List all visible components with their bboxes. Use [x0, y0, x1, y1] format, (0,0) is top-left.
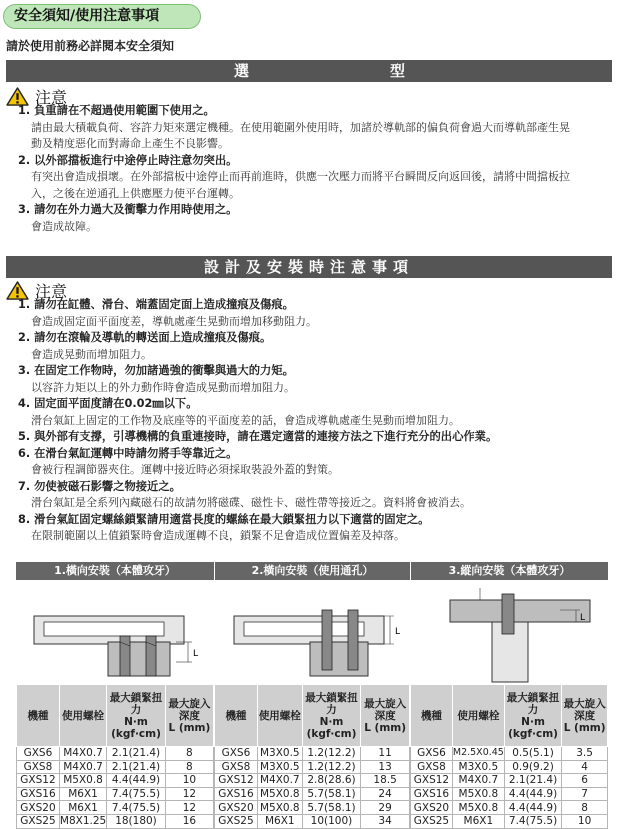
table-cell: 8	[165, 747, 213, 761]
table-cell: GXS12	[215, 774, 258, 788]
list-item-body: 請由最大積載負荷、容許力矩來選定機種。在使用範圍外使用時，加諸於導軌部的偏負荷會過大而導軌部產生晃	[31, 120, 570, 134]
header-depth: 最大旋入深度 L (mm)	[361, 685, 410, 747]
table-cell: 0.9(9.2)	[504, 760, 561, 774]
table-cell: GXS16	[215, 787, 258, 801]
diagram-horizontal-tapped	[16, 580, 214, 684]
table-cell: GXS20	[17, 801, 60, 815]
table-cell: GXS6	[215, 747, 258, 761]
header-model: 機種	[17, 685, 60, 747]
selection-caution-list	[18, 103, 608, 235]
list-item-body: 滑台氣缸是全系列內藏磁石的故請勿將磁碟、磁性卡、磁性帶等接近之。資料將會被消去。	[31, 496, 471, 509]
table-row	[17, 801, 214, 815]
table-cell: 8	[562, 801, 608, 815]
table-cell: GXS20	[411, 801, 453, 815]
section-selection-bar	[6, 60, 612, 82]
table-cell: M8X1.25	[59, 815, 107, 828]
dim-label: L	[580, 613, 586, 623]
table-row	[215, 774, 410, 788]
table-cell: M4X0.7	[452, 774, 504, 788]
list-item-body: 入，之後在逆通孔上供應壓力使平台運轉。	[31, 186, 240, 200]
section-title-right: 型	[390, 62, 410, 80]
table-cell: 18(180)	[107, 814, 166, 828]
table-row	[215, 747, 410, 761]
table-row	[411, 747, 608, 761]
table-cell: GXS12	[17, 774, 60, 788]
table-cell: M2.5X0.45	[452, 747, 504, 759]
list-item-heading: 3. 在固定工作物時，勿加諸過強的衝擊與過大的力矩。	[18, 364, 294, 377]
table-row	[411, 801, 608, 815]
header-depth: 最大旋入深度 L (mm)	[165, 685, 213, 747]
table-cell: 18.5	[361, 774, 410, 788]
list-item-heading: 5. 與外部有支撐，引導機構的負重連接時，請在選定適當的連接方法之下進行充分的出心作業。	[18, 430, 498, 443]
table-cell: 10	[562, 814, 608, 828]
table-row	[17, 814, 214, 828]
table-cell: 4	[562, 760, 608, 774]
section-title-left: 選	[234, 62, 254, 80]
table-row	[17, 774, 214, 788]
table-row	[215, 787, 410, 801]
table-cell: GXS6	[411, 747, 453, 761]
table-cell: 4.4(44.9)	[504, 787, 561, 801]
table-cell: GXS20	[215, 801, 258, 815]
table-cell: 4.4(44.9)	[504, 801, 561, 815]
header-depth: 最大旋入深度 L (mm)	[562, 685, 608, 747]
table-cell: GXS6	[17, 747, 60, 761]
table-cell: GXS8	[17, 760, 60, 774]
caution-label: 注意	[35, 282, 68, 301]
tab-vertical-tapped: 3.縱向安裝（本體攻牙）	[410, 562, 608, 580]
list-item-body: 會造成固定面平面度差，導軌處產生晃動而增加移動阻力。	[31, 314, 317, 328]
table-cell: 34	[361, 814, 410, 828]
table-cell: M3X0.5	[257, 760, 302, 774]
table-cell: M5X0.8	[257, 801, 302, 815]
table-cell: 12	[165, 787, 213, 801]
header-model: 機種	[411, 685, 453, 747]
list-item-body: 在限制範圍以上值鎖緊時會造成運轉不良，鎖緊不足會造成位置偏差及掉落。	[31, 529, 405, 542]
table-row	[215, 814, 410, 828]
list-item-heading: 6. 在滑台氣缸運轉中時請勿將手等靠近之。	[18, 446, 238, 460]
list-item-heading: 2. 以外部擋板進行中途停止時注意勿突出。	[18, 153, 238, 167]
table-cell: GXS12	[411, 774, 453, 788]
table-cell: 5.7(58.1)	[302, 787, 361, 801]
table-cell: M5X0.8	[452, 801, 504, 815]
table-cell: 2.1(21.4)	[504, 774, 561, 788]
table-cell: 11	[361, 747, 410, 761]
list-item-body: 動及精度惡化而對壽命上產生不良影響。	[31, 137, 229, 150]
table-cell: 2.1(21.4)	[107, 747, 166, 761]
table-cell: M5X0.8	[452, 787, 504, 801]
list-item-heading: 7. 勿使被磁石影響之物接近之。	[18, 479, 181, 493]
tab-horizontal-through: 2.橫向安裝（使用通孔）	[214, 562, 410, 580]
table-cell: M6X1	[257, 814, 302, 828]
table-cell: GXS8	[411, 760, 453, 774]
header-bolt: 使用螺栓	[452, 685, 504, 747]
table-cell: 13	[361, 760, 410, 774]
caution-label: 注意	[35, 88, 68, 107]
table-cell: 1.2(12.2)	[302, 747, 361, 761]
list-item-heading: 3. 請勿在外力過大及衝擊力作用時使用之。	[18, 203, 238, 216]
table-cell: 16	[165, 814, 213, 828]
table-cell: M4X0.7	[257, 774, 302, 788]
table-cell: 3.5	[562, 747, 608, 761]
list-item-heading: 4. 固定面平面度請在0.02㎜以下。	[18, 397, 198, 410]
table-row	[215, 760, 410, 774]
table-cell: GXS16	[17, 787, 60, 801]
table-cell: 7	[562, 787, 608, 801]
table-row	[215, 801, 410, 815]
dim-label: L	[193, 649, 199, 659]
table-row	[17, 747, 214, 761]
table-cell: 7.4(75.5)	[107, 801, 166, 815]
table-cell: M6X1	[452, 814, 504, 828]
tab-horizontal-tapped: 1.橫向安裝（本體攻牙）	[16, 562, 214, 580]
header-torque: 最大鎖緊扭力 N·m (kgf·cm)	[107, 685, 166, 747]
list-item-body: 會被行程調節器夾住。運轉中接近時必須採取裝設外蓋的對策。	[31, 463, 339, 476]
header-bolt: 使用螺栓	[59, 685, 106, 747]
table-cell: M5X0.8	[257, 787, 302, 801]
list-item-heading: 1. 請勿在缸體、滑台、端蓋固定面上造成撞痕及傷痕。	[18, 298, 294, 311]
table-cell: 10	[165, 774, 213, 788]
table-cell: 2.8(28.6)	[302, 774, 361, 788]
list-item-heading: 8. 滑台氣缸固定螺絲鎖緊請用適當長度的螺絲在最大鎖緊扭力以下適當的固定之。	[18, 512, 430, 526]
table-cell: 10(100)	[302, 814, 361, 828]
header-model: 機種	[215, 685, 258, 747]
table-cell: M6X1	[59, 801, 106, 815]
table-cell: GXS25	[411, 814, 453, 828]
list-item-heading: 2. 請勿在滾輪及導軌的轉送面上造成撞痕及傷痕。	[18, 331, 272, 344]
table-cell: 24	[361, 787, 410, 801]
table-cell: 2.1(21.4)	[107, 760, 166, 774]
table-cell: 12	[165, 801, 213, 815]
diagram-vertical-tapped	[410, 580, 608, 684]
table-cell: 8	[165, 760, 213, 774]
table-cell: 6	[562, 774, 608, 788]
spec-table-horizontal-tapped	[16, 684, 214, 829]
spec-table-vertical-tapped	[410, 684, 608, 829]
spec-table-horizontal-through	[214, 684, 410, 829]
safety-notice: 請於使用前務必詳閱本安全須知	[6, 39, 175, 53]
list-item-body: 會造成故障。	[31, 219, 97, 233]
list-item-body: 會造成晃動而增加阻力。	[31, 347, 152, 361]
list-item-heading: 1. 負重請在不超過使用範圍下使用之。	[18, 104, 215, 117]
design-caution-list	[18, 297, 608, 545]
table-cell: 29	[361, 801, 410, 815]
list-item-body: 以容許力矩以上的外力動作時會造成晃動而增加阻力。	[31, 380, 295, 394]
list-item-body: 有突出會造成損壞。在外部擋板中途停止而再前進時，供應一次壓力而將平台瞬間反向返回後，請將中間擋板拉	[31, 170, 570, 183]
section-design-bar: 設計及安裝時注意事項	[6, 256, 612, 278]
table-cell: M3X0.5	[452, 760, 504, 774]
table-row	[411, 787, 608, 801]
table-row	[17, 787, 214, 801]
table-row	[411, 814, 608, 828]
table-row	[17, 760, 214, 774]
diagram-horizontal-through	[214, 580, 410, 684]
table-cell: 5.7(58.1)	[302, 801, 361, 815]
list-item-body: 滑台氣缸上固定的工作物及底座等的平面度差的話，會造成導軌處產生晃動而增加阻力。	[31, 413, 460, 427]
table-cell: M4X0.7	[59, 747, 106, 761]
table-cell: M5X0.8	[59, 774, 106, 788]
header-torque: 最大鎖緊扭力 N·m (kgf·cm)	[302, 685, 361, 747]
table-row	[411, 774, 608, 788]
table-cell: GXS16	[411, 787, 453, 801]
table-cell: M4X0.7	[59, 760, 106, 774]
header-bolt: 使用螺栓	[257, 685, 302, 747]
table-cell: 1.2(12.2)	[302, 760, 361, 774]
dim-label: L	[395, 627, 401, 637]
table-row	[411, 760, 608, 774]
header-torque: 最大鎖緊扭力 N·m (kgf·cm)	[504, 685, 561, 747]
table-cell: 4.4(44.9)	[107, 774, 166, 788]
table-cell: 7.4(75.5)	[107, 787, 166, 801]
table-cell: GXS8	[215, 760, 258, 774]
table-cell: M3X0.5	[257, 747, 302, 761]
table-cell: 7.4(75.5)	[504, 814, 561, 828]
table-cell: GXS25	[17, 814, 60, 828]
table-cell: 0.5(5.1)	[504, 747, 561, 761]
table-cell: M6X1	[59, 787, 106, 801]
page-tag: 安全須知/使用注意事項	[3, 4, 201, 29]
table-cell: GXS25	[215, 814, 258, 828]
